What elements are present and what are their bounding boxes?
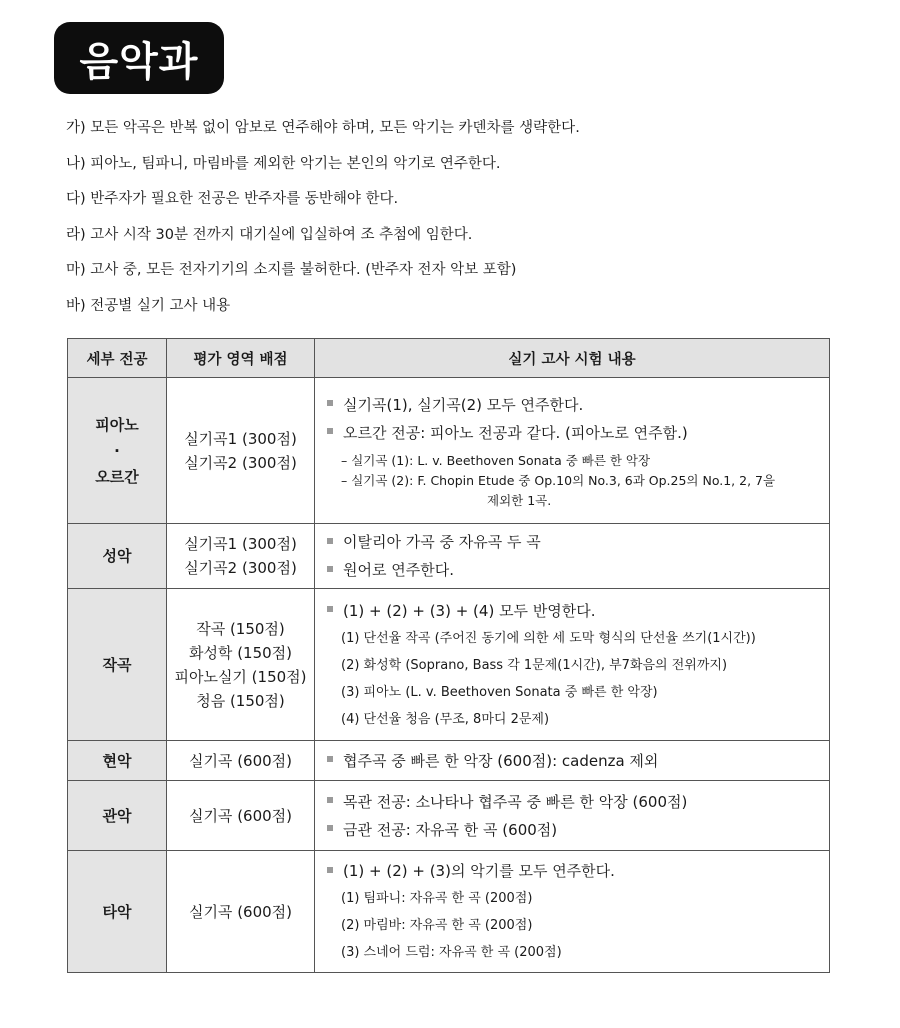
header-score: 평가 영역 배점	[167, 339, 315, 378]
score-item: 실기곡2 (300점)	[184, 559, 297, 577]
major-label: 피아노	[95, 415, 139, 434]
exam-table	[67, 338, 830, 973]
content-bullet: 금관 전공: 자유곡 한 곡 (600점)	[327, 816, 819, 844]
score-item: 작곡 (150점)	[196, 619, 285, 638]
rule-item: 가) 모든 악곡은 반복 없이 암보로 연주해야 하며, 모든 악기는 카덴차를 생략한다.	[66, 120, 580, 136]
table-row	[68, 781, 830, 851]
score-cell	[167, 589, 315, 741]
square-bullet-icon	[327, 566, 333, 572]
content-bullet: 오르간 전공: 피아노 전공과 같다. (피아노로 연주함.)	[327, 419, 819, 447]
content-item: (3) 스네어 드럼: 자유곡 한 곡 (200점)	[341, 945, 562, 960]
header-content: 실기 고사 시험 내용	[315, 339, 830, 378]
content-bullet: 원어로 연주한다.	[327, 556, 819, 584]
page-title: 음악과	[79, 38, 199, 85]
square-bullet-icon	[327, 428, 333, 434]
content-item: (4) 단선율 청음 (무조, 8마디 2문제)	[341, 711, 550, 727]
score-item: 실기곡 (600점)	[188, 806, 293, 825]
content-item: (2) 마림바: 자유곡 한 곡 (200점)	[341, 918, 533, 933]
content-bullet: (1) + (2) + (3)의 악기를 모두 연주한다.	[327, 857, 819, 885]
score-item: 실기곡1 (300점)	[184, 429, 297, 448]
square-bullet-icon	[327, 867, 333, 873]
score-item: 실기곡 (600점)	[188, 902, 293, 921]
rule-item: 다) 반주자가 필요한 전공은 반주자를 동반해야 한다.	[66, 191, 399, 207]
score-item: 피아노실기 (150점)	[174, 667, 307, 686]
content-bullet: 이탈리아 가곡 중 자유곡 두 곡	[327, 528, 819, 556]
score-cell	[167, 741, 315, 781]
table-row	[68, 589, 830, 741]
content-item: (1) 단선율 작곡 (주어진 동기에 의한 세 도막 형식의 단선율 쓰기(1시간))	[341, 630, 756, 646]
content-cell	[315, 851, 830, 973]
content-cell	[315, 378, 830, 524]
rule-item: 마) 고사 중, 모든 전자기기의 소지를 불허한다. (반주자 전자 악보 포함)	[66, 262, 517, 278]
content-bullet: 협주곡 중 빠른 한 악장 (600점): cadenza 제외	[327, 747, 819, 775]
rule-item: 라) 고사 시작 30분 전까지 대기실에 입실하여 조 추첨에 임한다.	[66, 226, 473, 243]
content-item: (3) 피아노 (L. v. Beethoven Sonata 중 빠른 한 악장)	[341, 684, 658, 700]
major-label: 성악	[102, 547, 132, 565]
square-bullet-icon	[327, 797, 333, 803]
content-cell	[315, 524, 830, 589]
content-detail: – 실기곡 (2): F. Chopin Etude 중 Op.10의 No.3, 6과 Op.25의 No.1, 2, 7을	[341, 472, 776, 488]
major-label: 타악	[102, 902, 132, 921]
content-item: (2) 화성학 (Soprano, Bass 각 1문제(1시간), 부7화음의 전위까지)	[341, 657, 728, 673]
major-label: 관악	[102, 806, 132, 825]
rules-list	[66, 116, 846, 329]
content-cell	[315, 781, 830, 851]
score-cell	[167, 378, 315, 524]
square-bullet-icon	[327, 400, 333, 406]
major-cell	[68, 378, 167, 524]
table-row	[68, 851, 830, 973]
square-bullet-icon	[327, 756, 333, 762]
content-cell	[315, 589, 830, 741]
square-bullet-icon	[327, 606, 333, 612]
content-cell	[315, 741, 830, 781]
content-bullet: 목관 전공: 소나타나 협주곡 중 빠른 한 악장 (600점)	[327, 788, 819, 816]
major-label: ·	[114, 441, 120, 460]
score-cell	[167, 524, 315, 589]
major-label: 오르간	[95, 467, 139, 486]
header-major: 세부 전공	[68, 339, 167, 378]
table-row	[68, 741, 830, 781]
major-cell	[68, 781, 167, 851]
square-bullet-icon	[327, 825, 333, 831]
rule-item: 나) 피아노, 팀파니, 마림바를 제외한 악기는 본인의 악기로 연주한다.	[66, 155, 501, 172]
table-row	[68, 524, 830, 589]
content-bullet: (1) + (2) + (3) + (4) 모두 반영한다.	[327, 597, 819, 625]
table-row	[68, 378, 830, 524]
square-bullet-icon	[327, 538, 333, 544]
score-cell	[167, 851, 315, 973]
major-cell	[68, 741, 167, 781]
major-cell	[68, 524, 167, 589]
score-item: 청음 (150점)	[196, 691, 285, 710]
major-cell	[68, 589, 167, 741]
rule-item: 바) 전공별 실기 고사 내용	[66, 297, 231, 314]
major-cell	[68, 851, 167, 973]
score-item: 화성학 (150점)	[188, 643, 293, 662]
content-item: (1) 팀파니: 자유곡 한 곡 (200점)	[341, 891, 533, 906]
content-detail: – 실기곡 (1): L. v. Beethoven Sonata 중 빠른 한 악장	[341, 452, 651, 468]
score-item: 실기곡1 (300점)	[184, 535, 297, 553]
major-label: 현악	[102, 751, 132, 770]
score-item: 실기곡2 (300점)	[184, 453, 297, 472]
table-header-row	[68, 339, 830, 378]
page-title-badge	[54, 22, 224, 94]
content-bullet: 실기곡(1), 실기곡(2) 모두 연주한다.	[327, 391, 819, 419]
score-cell	[167, 781, 315, 851]
content-detail: 제외한 1곡.	[487, 492, 552, 508]
major-label: 작곡	[102, 655, 132, 674]
score-item: 실기곡 (600점)	[188, 751, 293, 770]
